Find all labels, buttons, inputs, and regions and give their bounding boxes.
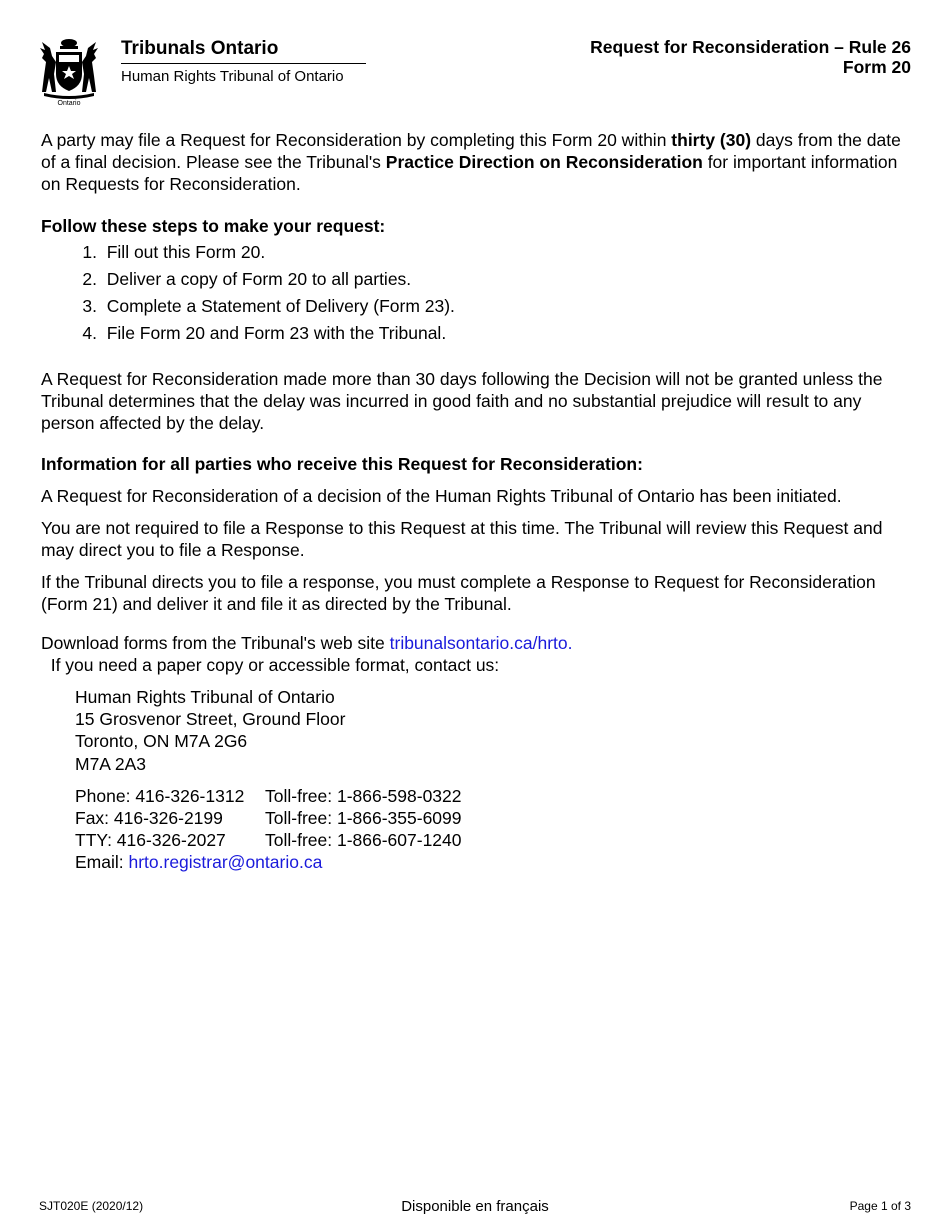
- contact-numbers: [75, 785, 916, 852]
- organization-name: Tribunals Ontario: [121, 37, 366, 64]
- parties-info-paragraph: If the Tribunal directs you to file a response, you must complete a Response to Request for Reconsideration (Form 21) and deliver it and file it as directed by the Tribunal.: [41, 572, 876, 615]
- step-item: 2. Deliver a copy of Form 20 to all parties.: [82, 268, 412, 289]
- address-line: 15 Grosvenor Street, Ground Floor: [75, 709, 346, 730]
- form-code: SJT020E (2020/12): [39, 1199, 144, 1213]
- tribunal-website-link[interactable]: tribunalsontario.ca/hrto.: [389, 632, 573, 653]
- deadline-emphasis: thirty (30): [671, 130, 752, 150]
- parties-info-heading: Information for all parties who receive this Request for Reconsideration:: [41, 454, 643, 475]
- tty-tollfree: Toll-free: 1-866-607-1240: [265, 830, 462, 851]
- french-availability-note: Disponible en français: [401, 1198, 549, 1215]
- steps-list: [41, 241, 916, 349]
- form-instructions: [41, 129, 916, 874]
- mailing-address: [75, 686, 916, 775]
- parties-info-paragraph: You are not required to file a Response to this Request at this time. The Tribunal will review this Request and may direct you to file a Response.: [41, 517, 883, 561]
- form-title: Request for Reconsideration – Rule 26: [590, 37, 911, 57]
- address-line: Toronto, ON M7A 2G6: [75, 731, 248, 752]
- email-label: Email:: [75, 852, 129, 873]
- address-line: Human Rights Tribunal of Ontario: [75, 687, 335, 708]
- email-link[interactable]: hrto.registrar@ontario.ca: [128, 852, 323, 873]
- parties-info-paragraph: A Request for Reconsideration of a decision of the Human Rights Tribunal of Ontario has been initiated.: [41, 485, 842, 506]
- steps-heading: Follow these steps to make your request:: [41, 215, 386, 236]
- address-line: M7A 2A3: [75, 753, 147, 774]
- tty-number: TTY: 416-326-2027: [75, 830, 226, 851]
- page-number: Page 1 of 3: [849, 1199, 911, 1213]
- form-number: Form 20: [842, 57, 911, 77]
- logo-caption: Ontario: [57, 100, 81, 106]
- phone-tollfree: Toll-free: 1-866-598-0322: [265, 785, 462, 806]
- organization-block: [121, 37, 366, 88]
- organization-subtitle: Human Rights Tribunal of Ontario: [121, 68, 344, 85]
- step-item: 1. Fill out this Form 20.: [82, 241, 266, 262]
- coat-of-arms-icon: [36, 36, 102, 106]
- phone-number: Phone: 416-326-1312: [75, 785, 245, 806]
- ontario-coat-of-arms-logo: [36, 36, 102, 106]
- step-item: 3. Complete a Statement of Delivery (Form 23).: [82, 295, 455, 316]
- fax-number: Fax: 416-326-2199: [75, 808, 223, 829]
- late-request-notice: A Request for Reconsideration made more than 30 days following the Decision will not be granted unless the Tribunal determines that the delay was incurred in good faith and no substantial prejudice will result to any person affected by the delay.: [41, 368, 883, 434]
- intro-paragraph: A party may file a Request for Reconsideration by completing this Form 20 within thirty (30) days from the date of a final decision. Please see the Tribunal's Practice Direction on Reconsideration for important information on Requests for Reconsideration.: [41, 130, 901, 195]
- step-item: 4. File Form 20 and Form 23 with the Tribunal.: [82, 322, 447, 343]
- email-row: [75, 851, 916, 873]
- fax-tollfree: Toll-free: 1-866-355-6099: [265, 808, 462, 829]
- form-identifier: [590, 37, 911, 77]
- download-paragraph: Download forms from the Tribunal's web site tribunalsontario.ca/hrto. If you need a paper copy or accessible format, contact us:: [41, 632, 573, 675]
- practice-direction-reference: Practice Direction on Reconsideration: [385, 152, 703, 173]
